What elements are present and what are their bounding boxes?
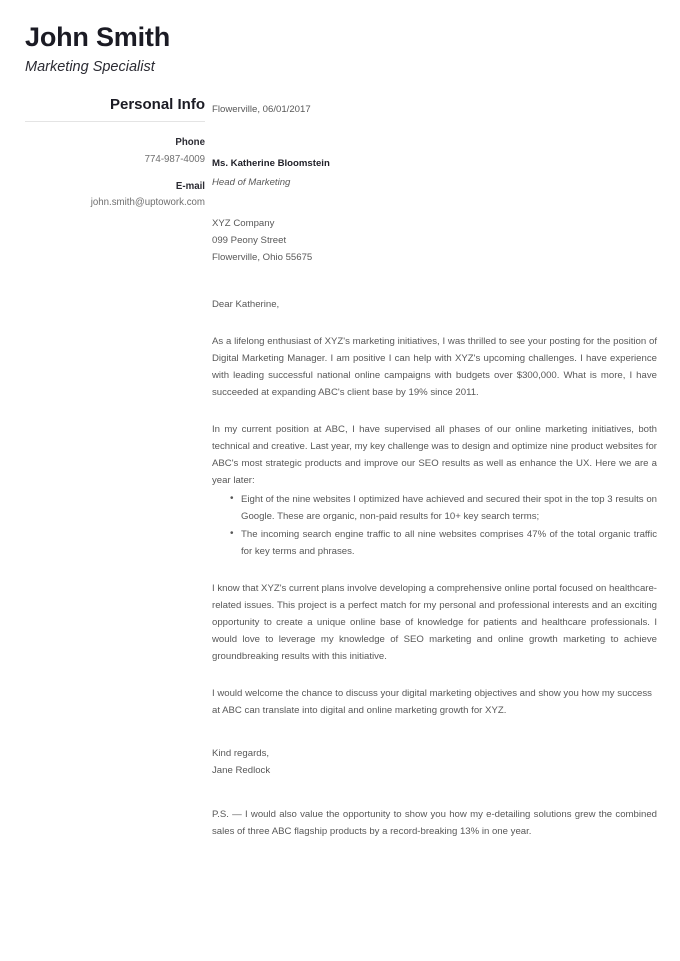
recipient-city-state-zip: Flowerville, Ohio 55675 <box>212 251 313 263</box>
sidebar-divider <box>25 121 205 122</box>
sidebar-personal-info <box>0 96 205 222</box>
letter-achievement-list <box>212 491 657 559</box>
list-item: • The incoming search engine traffic to all nine websites comprises 47% of the total organic traffic for key terms and phrases. <box>232 526 657 560</box>
sidebar-heading-personal-info: Personal Info <box>109 96 205 114</box>
letter-paragraph-3: I know that XYZ's current plans involve developing a comprehensive online portal focused on healthcare-related issues. This project is a perfect match for my personal and professional interests and an exciting opportunity to create a unique online base of knowledge for patients and healthcare professionals. I would love to leverage my knowledge of SEO marketing and online growth marketing to achieve groundbreaking results with this initiative. <box>212 582 657 662</box>
list-item: • Eight of the nine websites I optimized have achieved and secured their spot in the top 3 results on Google. These are organic, non-paid results for 10+ key search terms; <box>232 491 657 525</box>
contact-value-email[interactable]: john.smith@uptowork.com <box>90 197 205 209</box>
recipient-name: Ms. Katherine Bloomstein <box>212 157 330 169</box>
contact-label-phone: Phone <box>175 137 205 149</box>
letter-header <box>0 0 680 76</box>
contact-item-phone <box>25 136 205 167</box>
letter-salutation: Dear Katherine, <box>212 298 280 310</box>
letter-closing: Kind regards, <box>212 748 270 760</box>
letter-paragraph-2: In my current position at ABC, I have supervised all phases of our online marketing initiatives, both technical and creative. Last year, my key challenge was to design and optimize nine product websites for ABC's most strategic products and improve our SEO results as well as enhance the UX. Here we are a year later: <box>212 424 657 487</box>
contact-value-phone[interactable]: 774-987-4009 <box>144 153 205 165</box>
letter-postscript: P.S. — I would also value the opportunity to show you how my e-detailing solutions grew the combined sales of three ABC flagship products by a record-breaking 13% in one year. <box>212 809 657 838</box>
recipient-company: XYZ Company <box>212 217 275 229</box>
letter-signoff-block <box>212 745 657 779</box>
letter-paragraph-1: As a lifelong enthusiast of XYZ's marketing initiatives, I was thrilled to see your posting for the position of Digital Marketing Manager. I am positive I can help with XYZ's upcoming challenges. I have experience with leading successful national online campaigns with budgets over $300,000. What is more, I have succeeded at expanding ABC's client base by 19% since 2011. <box>212 335 657 399</box>
recipient-street: 099 Peony Street <box>212 234 287 246</box>
recipient-role: Head of Marketing <box>212 176 291 188</box>
applicant-name: John Smith <box>25 22 170 52</box>
applicant-job-title: Marketing Specialist <box>25 59 155 76</box>
letter-body-columns <box>0 96 680 840</box>
letter-paragraph-4: I would welcome the chance to discuss your digital marketing objectives and show you how my success at ABC can translate into digital and online marketing growth for XYZ. <box>212 687 652 716</box>
recipient-address-block <box>212 215 657 266</box>
letter-signature-name: Jane Redlock <box>212 765 271 777</box>
contact-item-email <box>25 180 205 211</box>
recipient-block <box>212 155 657 191</box>
letter-content <box>205 96 680 840</box>
contact-label-email: E-mail <box>175 180 205 192</box>
letter-date-line: Flowerville, 06/01/2017 <box>212 104 311 116</box>
